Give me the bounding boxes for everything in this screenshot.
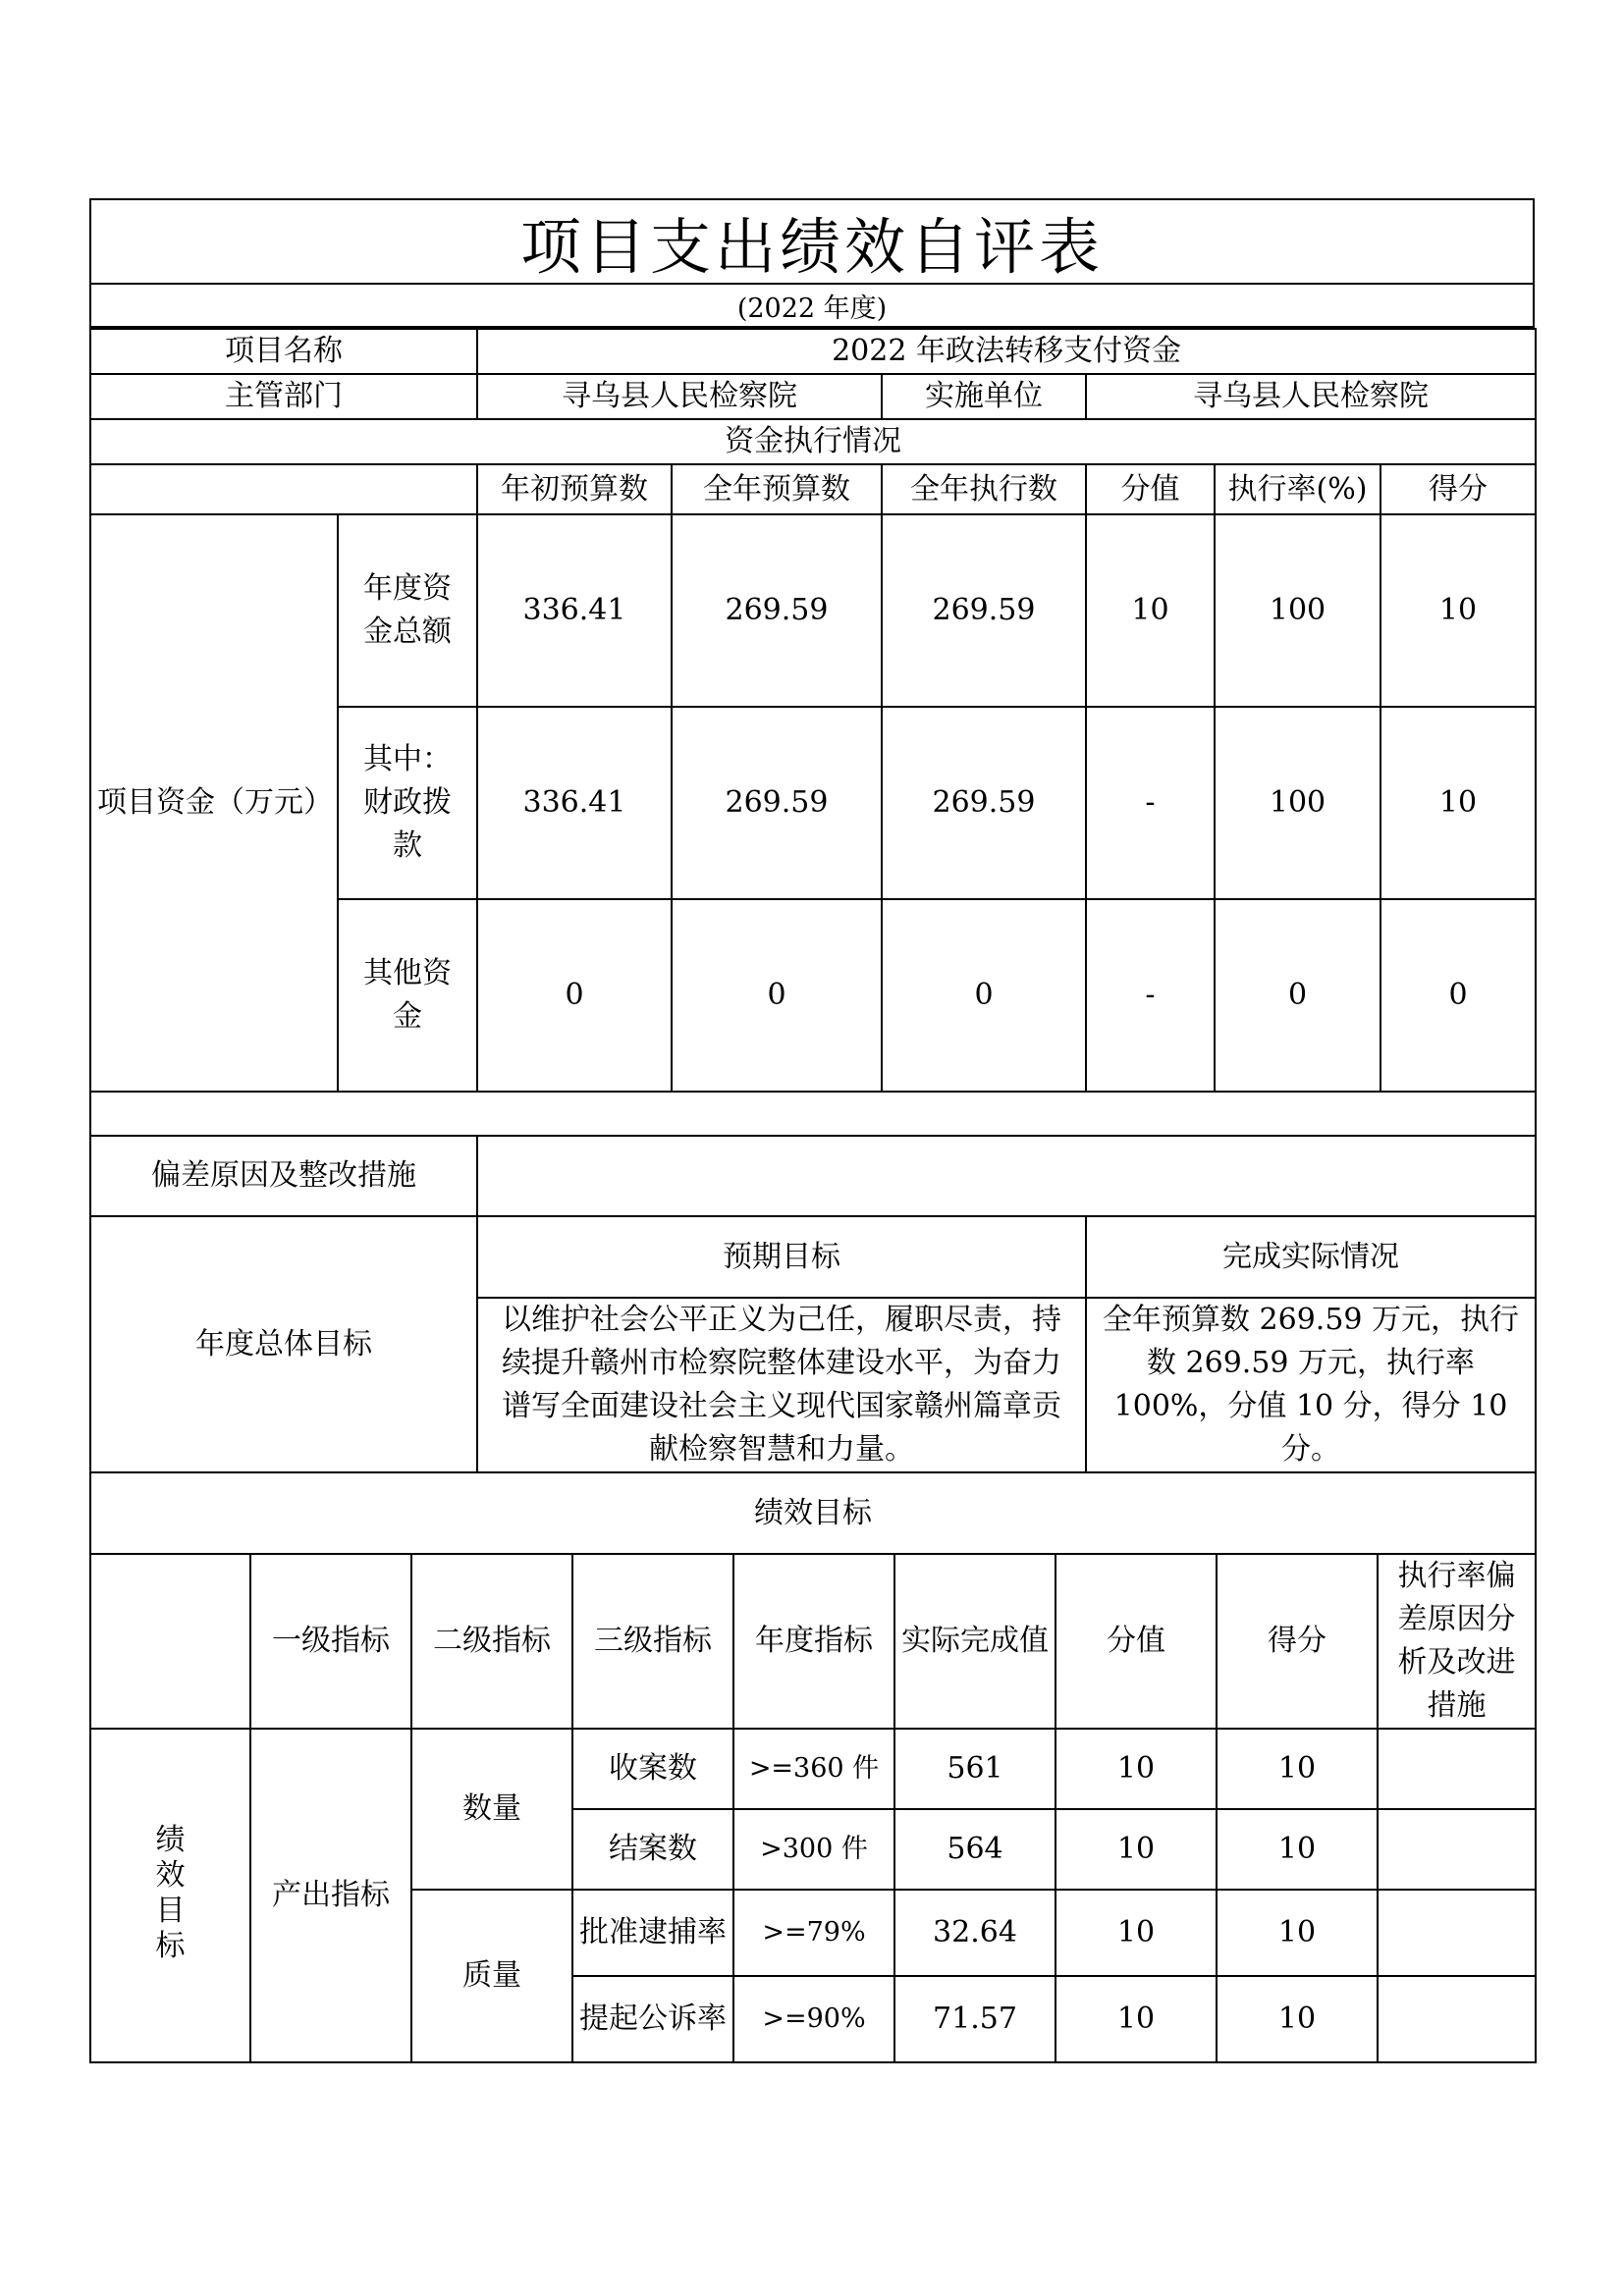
perf-header-level2: 二级指标 (411, 1554, 572, 1729)
dept-value: 寻乌县人民检察院 (477, 374, 882, 419)
perf-note (1378, 1890, 1536, 1976)
perf-actual: 32.64 (894, 1890, 1056, 1976)
funds-cell: 269.59 (882, 707, 1086, 899)
funds-cell: 0 (477, 899, 672, 1092)
perf-header-target: 年度指标 (733, 1554, 894, 1729)
funds-cell: 0 (882, 899, 1086, 1092)
project-name-label: 项目名称 (90, 329, 477, 374)
funds-row-label (338, 514, 477, 707)
goals-actual-text: 全年预算数 269.59 万元，执行数 269.59 万元，执行率 100%，分值 10 分，得分 10 分。 (1086, 1298, 1536, 1472)
perf-target: >=360 件 (733, 1729, 894, 1809)
perf-level2: 质量 (411, 1890, 572, 2062)
perf-actual: 71.57 (894, 1976, 1056, 2062)
perf-target: >=90% (733, 1976, 894, 2062)
goals-expected-header: 预期目标 (477, 1216, 1086, 1298)
project-name: 2022 年政法转移支付资金 (477, 329, 1536, 374)
perf-target: >=79% (733, 1890, 894, 1976)
funds-header-exec-rate: 执行率(%) (1215, 464, 1380, 514)
perf-section-title: 绩效目标 (90, 1472, 1536, 1554)
impl-value: 寻乌县人民检察院 (1086, 374, 1536, 419)
funds-row-label (338, 899, 477, 1092)
perf-level3: 结案数 (572, 1809, 733, 1890)
perf-note (1378, 1729, 1536, 1809)
funds-cell: 10 (1086, 514, 1215, 707)
impl-label: 实施单位 (882, 374, 1086, 419)
funds-header-initial-budget: 年初预算数 (477, 464, 672, 514)
funds-header-blank (90, 464, 477, 514)
perf-score: 10 (1217, 1890, 1378, 1976)
perf-header-note: 执行率偏差原因分析及改进措施 (1378, 1554, 1536, 1729)
perf-actual: 564 (894, 1809, 1056, 1890)
deviation-label: 偏差原因及整改措施 (90, 1136, 477, 1216)
funds-row-label-text: 年度资金总额 (363, 571, 452, 649)
funds-cell: 269.59 (672, 707, 882, 899)
funds-cell: 336.41 (477, 707, 672, 899)
perf-level1: 产出指标 (250, 1729, 411, 2062)
funds-cell: - (1086, 899, 1215, 1092)
funds-cell: 0 (1215, 899, 1380, 1092)
funds-cell: 10 (1380, 707, 1536, 899)
funds-cell: - (1086, 707, 1215, 899)
form-title: 项目支出绩效自评表 (89, 198, 1535, 285)
perf-score: 10 (1217, 1729, 1378, 1809)
funds-cell: 0 (1380, 899, 1536, 1092)
funds-header-executed: 全年执行数 (882, 464, 1086, 514)
funds-header-annual-budget: 全年预算数 (672, 464, 882, 514)
perf-level2: 数量 (411, 1729, 572, 1890)
funds-cell: 100 (1215, 707, 1380, 899)
goals-expected-text: 以维护社会公平正义为己任，履职尽责，持续提升赣州市检察院整体建设水平，为奋力谱写全面建设社会主义现代国家赣州篇章贡献检察智慧和力量。 (477, 1298, 1086, 1472)
funds-cell: 10 (1380, 514, 1536, 707)
perf-score-value: 10 (1056, 1976, 1217, 2062)
perf-header-score-value: 分值 (1056, 1554, 1217, 1729)
funds-cell: 100 (1215, 514, 1380, 707)
perf-header-level1: 一级指标 (250, 1554, 411, 1729)
spacer-row (90, 1092, 1536, 1136)
deviation-value (477, 1136, 1536, 1216)
perf-level3: 批准逮捕率 (572, 1890, 733, 1976)
funds-group-label: 项目资金（万元） (90, 514, 338, 1092)
dept-label: 主管部门 (90, 374, 477, 419)
perf-header-score: 得分 (1217, 1554, 1378, 1729)
funds-header-score-value: 分值 (1086, 464, 1215, 514)
funds-cell: 336.41 (477, 514, 672, 707)
perf-table (89, 1553, 1537, 2063)
perf-header-level3: 三级指标 (572, 1554, 733, 1729)
funds-row-label-text: 其中：财政拨款 (363, 742, 452, 863)
perf-level3: 收案数 (572, 1729, 733, 1809)
goals-actual-header: 完成实际情况 (1086, 1216, 1536, 1298)
funds-section-title: 资金执行情况 (90, 419, 1536, 464)
perf-level3: 提起公诉率 (572, 1976, 733, 2062)
perf-side-label-text: 绩效目标 (155, 1823, 186, 1963)
goals-label: 年度总体目标 (90, 1216, 477, 1472)
perf-score-value: 10 (1056, 1809, 1217, 1890)
perf-actual: 561 (894, 1729, 1056, 1809)
funds-table (89, 328, 1537, 1555)
perf-header-actual: 实际完成值 (894, 1554, 1056, 1729)
form-year: (2022 年度) (89, 285, 1535, 328)
perf-side-label (90, 1729, 250, 2062)
funds-row-label (338, 707, 477, 899)
perf-note (1378, 1976, 1536, 2062)
funds-cell: 269.59 (882, 514, 1086, 707)
evaluation-form (89, 198, 1535, 2063)
funds-row-label-text: 其他资金 (363, 956, 452, 1034)
perf-score-value: 10 (1056, 1890, 1217, 1976)
perf-header-blank (90, 1554, 250, 1729)
funds-cell: 269.59 (672, 514, 882, 707)
funds-cell: 0 (672, 899, 882, 1092)
perf-score: 10 (1217, 1976, 1378, 2062)
perf-target: >300 件 (733, 1809, 894, 1890)
perf-note (1378, 1809, 1536, 1890)
funds-header-score: 得分 (1380, 464, 1536, 514)
perf-score-value: 10 (1056, 1729, 1217, 1809)
perf-score: 10 (1217, 1809, 1378, 1890)
